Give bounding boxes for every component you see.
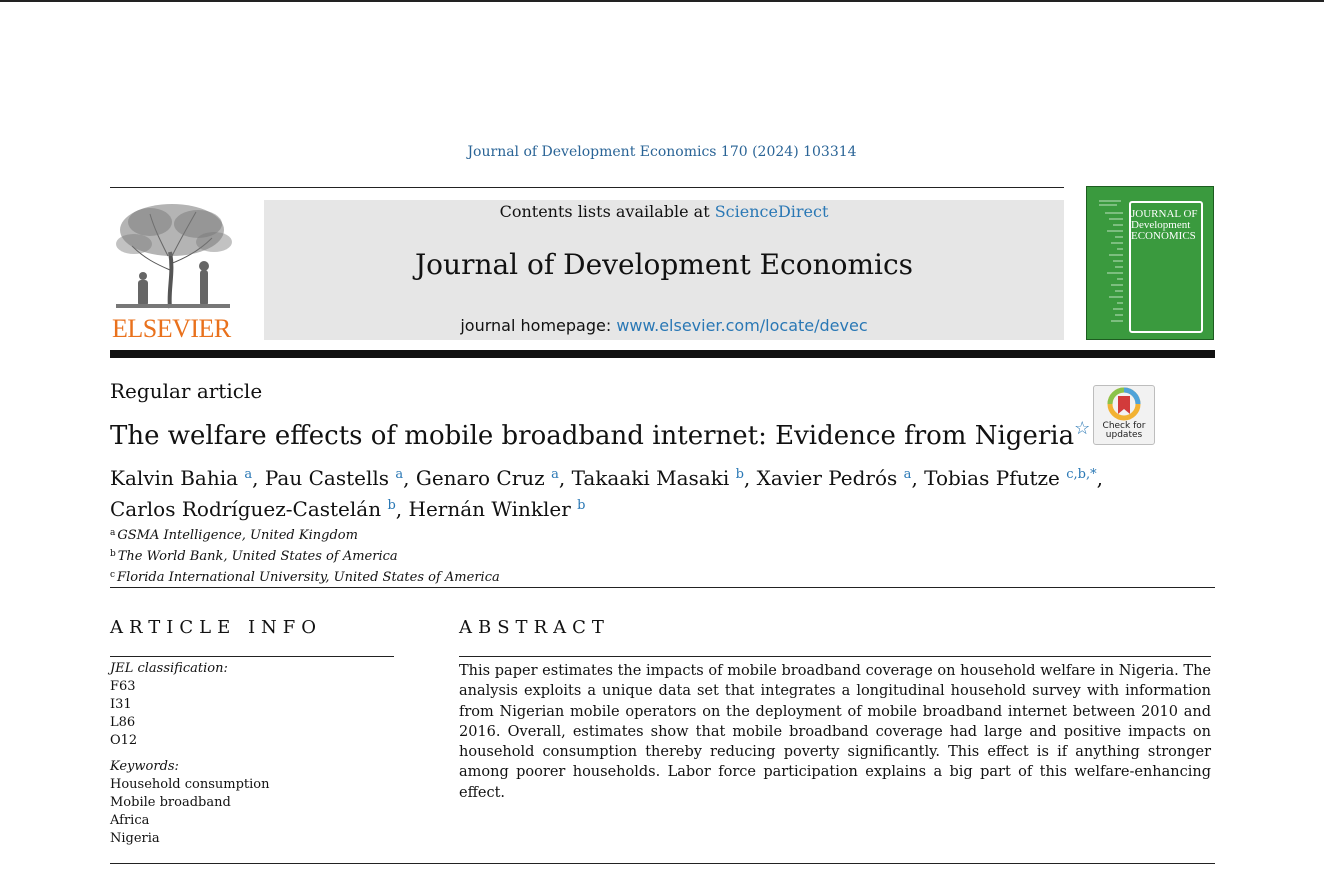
spacer [110, 750, 269, 758]
keyword: Mobile broadband [110, 795, 231, 810]
author[interactable]: Genaro Cruz $^a$ [415, 466, 559, 490]
homepage-line [264, 316, 1064, 335]
article-title-text: The welfare effects of mobile broadband internet: Evidence from Nigeria [110, 421, 1075, 451]
check-line-1: Check for [1102, 421, 1146, 431]
elsevier-wordmark: ELSEVIER [112, 314, 231, 343]
jel-label: JEL classification: [110, 661, 228, 676]
affiliation-item: $^c$ Florida International University, United States of America [110, 570, 500, 585]
cover-title [1131, 209, 1207, 242]
author[interactable]: Tobias Pfutze $^{c,b,*}$ [924, 466, 1097, 490]
author[interactable]: Xavier Pedrós $^a$ [756, 466, 912, 490]
title-footnote-star[interactable]: ☆ [1074, 418, 1091, 439]
check-line-2: updates [1105, 430, 1143, 440]
author[interactable]: Carlos Rodríguez-Castelán $^b$ [110, 497, 396, 521]
author[interactable]: Pau Castells $^a$ [264, 466, 404, 490]
keyword: Household consumption [110, 777, 270, 792]
masthead-thick-rule [110, 350, 1215, 358]
check-for-updates-icon [1094, 386, 1154, 422]
cover-title-line-2: Development [1131, 219, 1191, 231]
journal-masthead [264, 200, 1064, 340]
keyword: Nigeria [110, 831, 160, 846]
elsevier-tree-icon [110, 200, 236, 312]
check-for-updates-button[interactable] [1093, 385, 1155, 445]
jel-code: O12 [110, 733, 138, 748]
article-info-rule [110, 656, 394, 657]
keyword: Africa [110, 813, 150, 828]
article-type: Regular article [110, 379, 263, 403]
contents-line [264, 202, 1064, 221]
cover-title-line-3: ECONOMICS [1131, 230, 1196, 242]
sciencedirect-link[interactable]: ScienceDirect [714, 202, 829, 221]
top-border [0, 0, 1324, 2]
author[interactable]: Kalvin Bahia $^a$ [110, 466, 253, 490]
check-for-updates-label [1094, 422, 1154, 440]
article-info-list [110, 660, 269, 848]
elsevier-logo[interactable] [110, 200, 236, 343]
author[interactable]: Hernán Winkler $^b$ [408, 497, 586, 521]
affiliations [110, 524, 500, 587]
contents-prefix: Contents lists available at [499, 202, 715, 221]
jel-code: L86 [110, 715, 136, 730]
cover-title-line-1: JOURNAL OF [1131, 208, 1198, 220]
affiliation-rule [110, 587, 1215, 588]
abstract-rule [459, 656, 1211, 657]
jel-code: I31 [110, 697, 132, 712]
author[interactable]: Takaaki Masaki $^b$ [571, 466, 744, 490]
abstract-heading: ABSTRACT [459, 617, 610, 638]
cover-contents-lines [1095, 195, 1125, 331]
article-info-heading: ARTICLE INFO [110, 617, 323, 638]
journal-title: Journal of Development Economics [414, 248, 914, 281]
article-title [110, 418, 1090, 451]
homepage-link[interactable]: www.elsevier.com/locate/devec [616, 316, 868, 335]
abstract-text: This paper estimates the impacts of mobile broadband coverage on household welfare in Nigeria. The analysis exploits a unique data set that integrates a longitudinal household survey with information from Nigerian mobile operators on the deployment of mobile broadband internet between 2010 and 2016. Overall, estimates show that mobile broadband coverage had large and positive impacts on household consumption thereby reducing poverty significantly. This effect is if anything stronger among poorer households. Labor force participation explains a big part of this welfare-enhancing effect. [459, 663, 1211, 801]
affiliation-item: $^a$ GSMA Intelligence, United Kingdom [110, 528, 358, 543]
bottom-rule [110, 863, 1215, 864]
keywords-label: Keywords: [110, 759, 179, 774]
affiliation-item: $^b$ The World Bank, United States of America [110, 549, 398, 564]
author-list: Kalvin Bahia $^a$, Pau Castells $^a$, Genaro Cruz $^a$, Takaaki Masaki $^b$, Xavier Pedrós $^a$, Tobias Pfutze $^{c,b,*}$, Carlos Rodríguez-Castelán $^b$, Hernán Winkler $^b$ [110, 466, 1103, 521]
journal-cover[interactable] [1086, 186, 1214, 340]
header-rule [110, 187, 1064, 188]
homepage-prefix: journal homepage: [460, 316, 617, 335]
journal-citation[interactable]: Journal of Development Economics 170 (2024) 103314 [467, 144, 857, 160]
jel-code: F63 [110, 679, 136, 694]
